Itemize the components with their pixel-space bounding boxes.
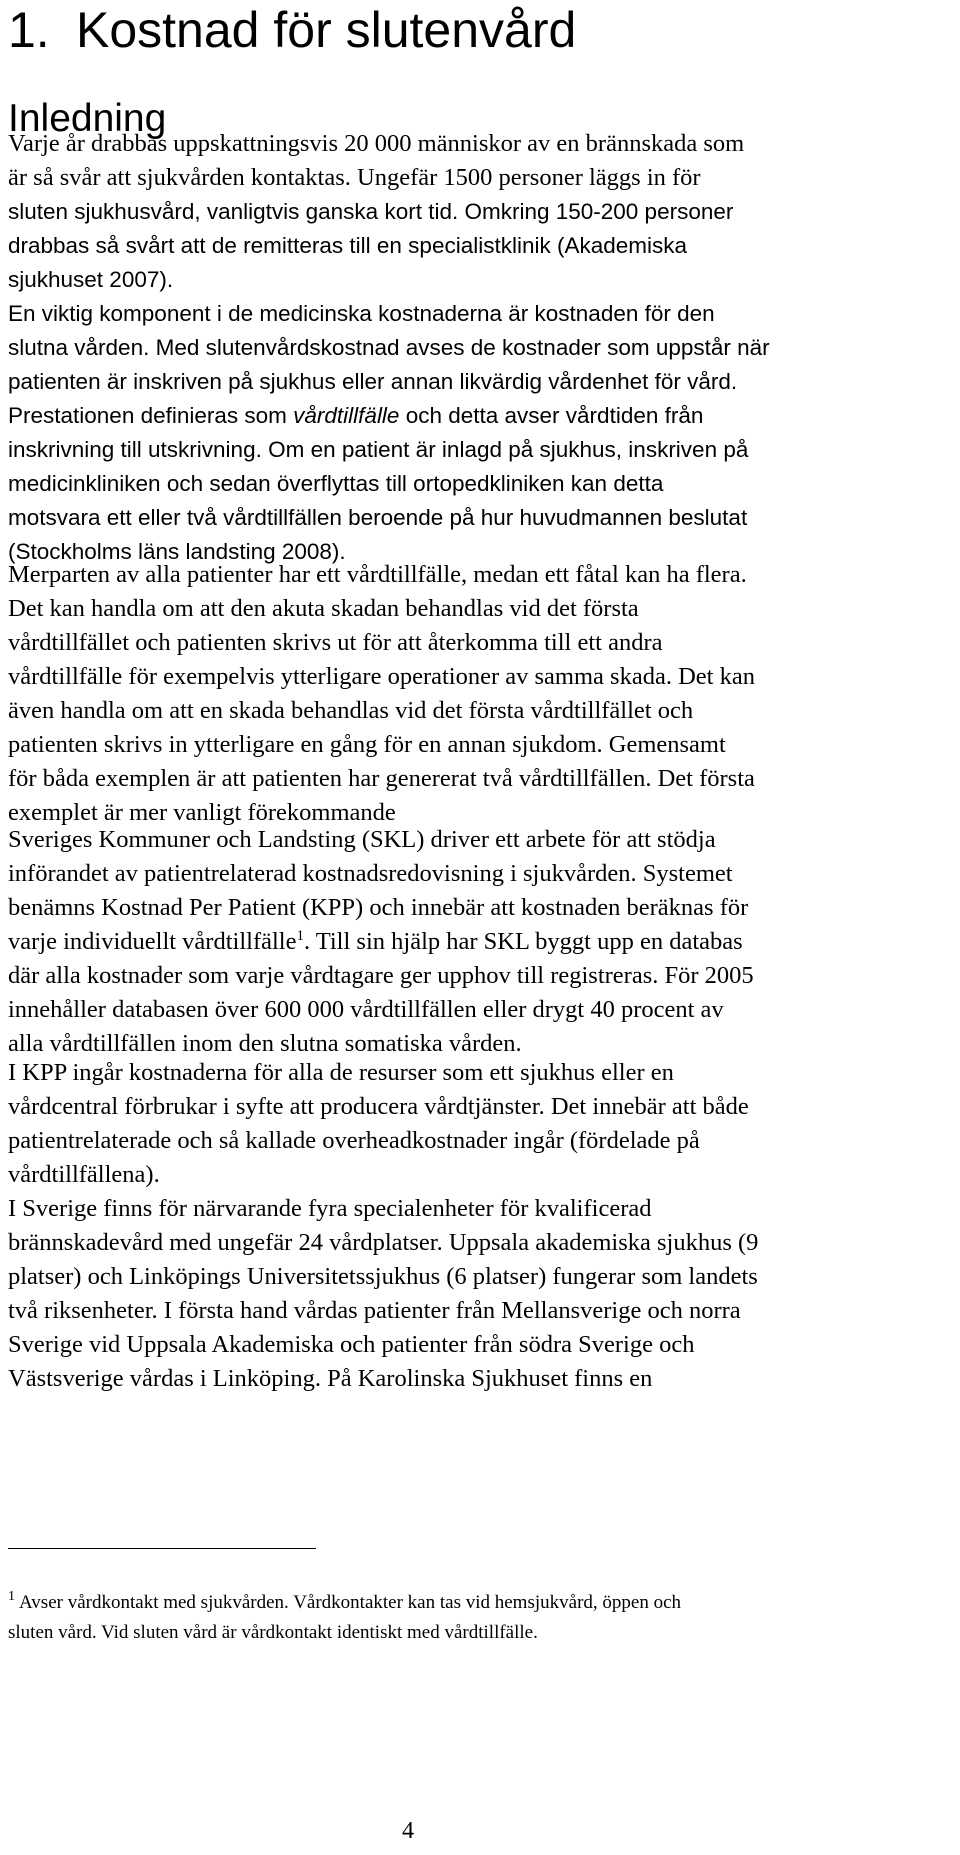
paragraph-line: för båda exemplen är att patienten har genererat två vårdtillfällen. Det första bbox=[8, 765, 755, 792]
paragraph-line: patienten är inskriven på sjukhus eller annan likvärdig vårdenhet för vård. bbox=[8, 369, 738, 394]
paragraph-line-part: slutna vården. bbox=[8, 335, 150, 360]
paragraph-line: (Stockholms läns landsting 2008). bbox=[8, 539, 346, 564]
chapter-title: Kostnad för slutenvård bbox=[76, 2, 577, 58]
paragraph-line: vårdtillfällena). bbox=[8, 1161, 160, 1188]
section-heading: Inledning bbox=[8, 97, 167, 140]
paragraph-line: platser) och Linköpings Universitetssjukhus (6 platser) fungerar som landets bbox=[8, 1263, 758, 1290]
paragraph-care-episodes bbox=[8, 558, 953, 830]
paragraph-line: I KPP ingår kostnaderna för alla de resurser som ett sjukhus eller en bbox=[8, 1059, 674, 1086]
paragraph-line: är så svår att sjukvården kontaktas. Ungefär 1500 personer läggs in för bbox=[8, 164, 701, 191]
paragraph-line: Merparten av alla patienter har ett vårdtillfälle, medan ett fåtal kan ha flera. bbox=[8, 561, 747, 588]
paragraph-line: motsvara ett eller två vårdtillfällen beroende på hur huvudmannen beslutat bbox=[8, 505, 748, 530]
paragraph-line: patientrelaterade och så kallade overheadkostnader ingår (fördelade på bbox=[8, 1127, 700, 1154]
page-number: 4 bbox=[402, 1818, 414, 1844]
footnote-text: Avser vårdkontakt med sjukvården. Vårdkontakter kan tas vid hemsjukvård, öppen och bbox=[19, 1592, 682, 1613]
paragraph-line: vårdtillfälle för exempelvis ytterligare operationer av samma skada. Det kan bbox=[8, 663, 755, 690]
footnote bbox=[8, 1588, 953, 1648]
paragraph-line-part: och detta avser vårdtiden från bbox=[399, 403, 704, 428]
paragraph-line-part: varje individuellt vårdtillfälle bbox=[8, 928, 297, 955]
paragraph-line: exemplet är mer vanligt förekommande bbox=[8, 799, 396, 826]
footnote-reference[interactable]: 1 bbox=[296, 928, 304, 944]
paragraph-line: I Sverige finns för närvarande fyra specialenheter för kvalificerad bbox=[8, 1195, 652, 1222]
paragraph-line: införandet av patientrelaterad kostnadsredovisning i sjukvården. Systemet bbox=[8, 860, 733, 887]
paragraph-line: sjukhuset 2007). bbox=[8, 267, 174, 292]
paragraph-line: drabbas så svårt att de remitteras till en specialistklinik (Akademiska bbox=[8, 233, 688, 258]
paragraph-line-part: Med slutenvårdskostnad avses de kostnader som uppstår när bbox=[149, 335, 770, 360]
paragraph-line: även handla om att en skada behandlas vid det första vårdtillfället och bbox=[8, 697, 694, 724]
paragraph-line-text: sluten sjukhusvård, vanligtvis ganska kort tid. Omkring 150-200 personer bbox=[8, 199, 734, 224]
paragraph-definition bbox=[8, 297, 953, 569]
paragraph-line: två riksenheter. I första hand vårdas patienter från Mellansverige och norra bbox=[8, 1297, 741, 1324]
paragraph-line: vårdcentral förbrukar i syfte att producera vårdtjänster. Det innebär att både bbox=[8, 1093, 749, 1120]
paragraph-kpp-resources bbox=[8, 1056, 953, 1192]
footnote-marker: 1 bbox=[8, 1589, 15, 1604]
paragraph-line: benämns Kostnad Per Patient (KPP) och innebär att kostnaden beräknas för bbox=[8, 894, 749, 921]
paragraph-line: vårdtillfället och patienten skrivs ut för att återkomma till ett andra bbox=[8, 629, 663, 656]
emphasized-term: vårdtillfälle bbox=[293, 403, 400, 428]
paragraph-line: alla vårdtillfällen inom den slutna somatiska vården. bbox=[8, 1030, 522, 1057]
paragraph-line bbox=[8, 433, 953, 467]
paragraph-line bbox=[8, 195, 953, 229]
paragraph-line: Västsverige vårdas i Linköping. På Karolinska Sjukhuset finns en bbox=[8, 1365, 653, 1392]
paragraph-line bbox=[8, 399, 953, 433]
paragraph-line: medicinkliniken och sedan överflyttas till ortopedkliniken kan detta bbox=[8, 471, 664, 496]
paragraph-line: Sveriges Kommuner och Landsting (SKL) driver ett arbete för att stödja bbox=[8, 826, 716, 853]
chapter-number: 1. bbox=[8, 2, 50, 58]
paragraph-line: Sverige vid Uppsala Akademiska och patienter från södra Sverige och bbox=[8, 1331, 695, 1358]
chapter-heading bbox=[8, 2, 576, 58]
paragraph-line bbox=[8, 331, 953, 365]
paragraph-line-part: . Till sin hjälp har SKL byggt upp en databas bbox=[303, 928, 743, 955]
paragraph-kpp-database bbox=[8, 823, 953, 1061]
paragraph-line bbox=[8, 925, 953, 959]
paragraph-line: Det kan handla om att den akuta skadan behandlas vid det första bbox=[8, 595, 639, 622]
paragraph-line-part: Om en patient är inlagd på sjukhus, inskriven på bbox=[261, 437, 749, 462]
footnote-line: sluten vård. Vid sluten vård är vårdkontakt identiskt med vårdtillfälle. bbox=[8, 1622, 538, 1643]
paragraph-line: patienten skrivs in ytterligare en gång för en annan sjukdom. Gemensamt bbox=[8, 731, 726, 758]
footnote-line bbox=[8, 1588, 953, 1618]
paragraph-line-part: inskrivning till utskrivning. bbox=[8, 437, 262, 462]
footnote-separator bbox=[8, 1548, 316, 1549]
paragraph-line: Varje år drabbas uppskattningsvis 20 000 människor av en brännskada som bbox=[8, 130, 745, 157]
paragraph-line: innehåller databasen över 600 000 vårdtillfällen eller drygt 40 procent av bbox=[8, 996, 724, 1023]
paragraph-line: där alla kostnader som varje vårdtagare ger upphov till registreras. För 2005 bbox=[8, 962, 754, 989]
paragraph-line-part: Prestationen definieras som bbox=[8, 403, 294, 428]
paragraph-line: brännskadevård med ungefär 24 vårdplatser. Uppsala akademiska sjukhus (9 bbox=[8, 1229, 759, 1256]
paragraph-burn-units bbox=[8, 1192, 953, 1396]
paragraph-line: En viktig komponent i de medicinska kostnaderna är kostnaden för den bbox=[8, 301, 715, 326]
paragraph-intro bbox=[8, 127, 953, 297]
